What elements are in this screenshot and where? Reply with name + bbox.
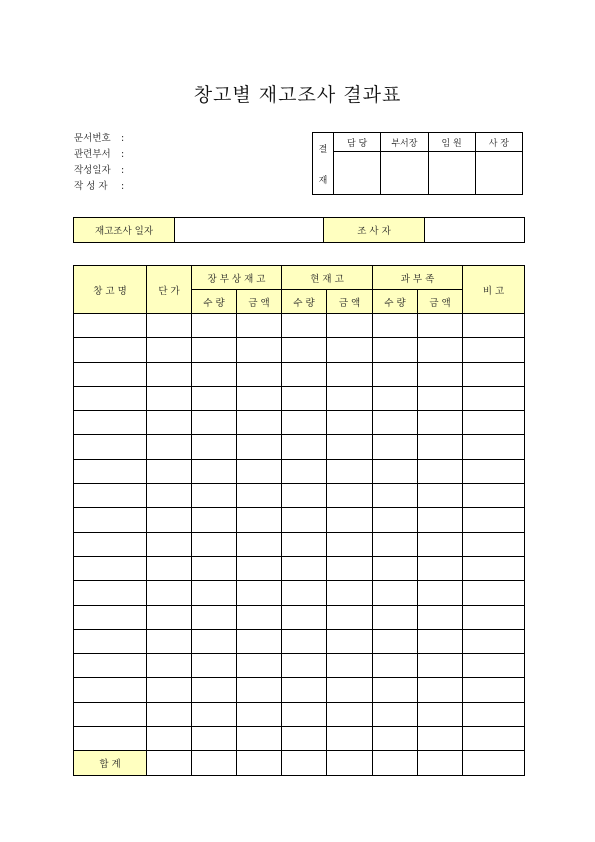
table-cell[interactable] xyxy=(327,581,373,605)
header-book-inventory: 장 부 상 재 고 xyxy=(192,266,282,290)
table-cell[interactable] xyxy=(327,411,373,435)
table-cell[interactable] xyxy=(282,727,327,751)
table-cell[interactable] xyxy=(418,556,463,580)
table-cell[interactable] xyxy=(373,629,418,653)
table-cell[interactable] xyxy=(282,605,327,629)
table-cell[interactable] xyxy=(327,702,373,726)
survey-info-table xyxy=(73,217,525,243)
table-cell[interactable] xyxy=(418,532,463,556)
table-cell[interactable] xyxy=(147,654,192,678)
table-cell[interactable] xyxy=(463,459,525,483)
table-cell[interactable] xyxy=(237,484,282,508)
table-cell[interactable] xyxy=(237,727,282,751)
table-cell[interactable] xyxy=(282,459,327,483)
table-cell[interactable] xyxy=(282,556,327,580)
table-cell[interactable] xyxy=(463,605,525,629)
table-cell[interactable] xyxy=(373,702,418,726)
table-cell[interactable] xyxy=(237,435,282,459)
table-cell[interactable] xyxy=(237,556,282,580)
table-cell[interactable] xyxy=(282,678,327,702)
header-note: 비 고 xyxy=(463,266,525,314)
table-cell[interactable] xyxy=(237,386,282,410)
table-cell[interactable] xyxy=(74,435,147,459)
table-cell[interactable] xyxy=(74,508,147,532)
table-cell[interactable] xyxy=(192,314,237,338)
table-cell[interactable] xyxy=(147,605,192,629)
table-cell[interactable] xyxy=(282,386,327,410)
table-cell[interactable] xyxy=(74,629,147,653)
table-row xyxy=(74,362,525,386)
table-row xyxy=(74,459,525,483)
table-cell[interactable] xyxy=(373,532,418,556)
table-cell[interactable] xyxy=(327,629,373,653)
table-cell[interactable] xyxy=(463,435,525,459)
table-row xyxy=(74,484,525,508)
table-cell[interactable] xyxy=(282,702,327,726)
table-cell[interactable] xyxy=(418,654,463,678)
table-row xyxy=(74,386,525,410)
total-cell[interactable] xyxy=(237,751,282,775)
meta-colon: : xyxy=(121,149,125,160)
approval-side-label xyxy=(313,133,334,195)
document-title: 창고별 재고조사 결과표 xyxy=(193,84,402,106)
table-row xyxy=(74,678,525,702)
approval-col-manager: 부서장 xyxy=(381,133,428,152)
table-cell[interactable] xyxy=(74,678,147,702)
table-cell[interactable] xyxy=(373,435,418,459)
approval-side-char-2: 재 xyxy=(318,175,328,186)
header-current-inventory: 현 재 고 xyxy=(282,266,373,290)
table-cell[interactable] xyxy=(282,508,327,532)
table-cell[interactable] xyxy=(463,386,525,410)
table-row xyxy=(74,314,525,338)
subheader-amount: 금 액 xyxy=(418,290,463,314)
table-cell[interactable] xyxy=(373,411,418,435)
table-cell[interactable] xyxy=(74,727,147,751)
meta-label: 작 성 자 xyxy=(74,181,108,192)
table-cell[interactable] xyxy=(373,314,418,338)
table-cell[interactable] xyxy=(192,459,237,483)
meta-colon: : xyxy=(121,133,125,144)
table-cell[interactable] xyxy=(147,411,192,435)
signature-cell-staff[interactable] xyxy=(334,152,381,195)
total-cell[interactable] xyxy=(192,751,237,775)
table-cell[interactable] xyxy=(74,484,147,508)
subheader-quantity: 수 량 xyxy=(282,290,327,314)
table-cell[interactable] xyxy=(463,411,525,435)
table-cell[interactable] xyxy=(74,411,147,435)
table-cell[interactable] xyxy=(282,654,327,678)
table-row xyxy=(74,702,525,726)
table-row xyxy=(74,508,525,532)
header-unit-price: 단 가 xyxy=(147,266,192,314)
table-cell[interactable] xyxy=(192,654,237,678)
table-cell[interactable] xyxy=(237,702,282,726)
table-cell[interactable] xyxy=(237,581,282,605)
subheader-amount: 금 액 xyxy=(237,290,282,314)
table-cell[interactable] xyxy=(418,508,463,532)
table-cell[interactable] xyxy=(282,314,327,338)
table-cell[interactable] xyxy=(147,629,192,653)
table-cell[interactable] xyxy=(327,508,373,532)
table-cell[interactable] xyxy=(463,556,525,580)
table-cell[interactable] xyxy=(327,605,373,629)
table-cell[interactable] xyxy=(373,508,418,532)
approval-side-char-1: 결 xyxy=(318,144,328,155)
table-cell[interactable] xyxy=(373,484,418,508)
table-cell[interactable] xyxy=(282,629,327,653)
table-cell[interactable] xyxy=(327,435,373,459)
table-cell[interactable] xyxy=(192,386,237,410)
table-row xyxy=(74,629,525,653)
document-meta xyxy=(74,131,124,195)
table-cell[interactable] xyxy=(373,654,418,678)
table-cell[interactable] xyxy=(418,386,463,410)
table-cell[interactable] xyxy=(192,581,237,605)
meta-row-date xyxy=(74,163,124,179)
table-cell[interactable] xyxy=(147,581,192,605)
approval-box xyxy=(312,132,523,195)
approval-col-president: 사 장 xyxy=(475,133,522,152)
inventory-table-body xyxy=(74,314,525,751)
table-cell[interactable] xyxy=(282,484,327,508)
survey-date-field[interactable] xyxy=(175,218,324,243)
table-cell[interactable] xyxy=(192,727,237,751)
table-cell[interactable] xyxy=(373,605,418,629)
table-cell[interactable] xyxy=(74,459,147,483)
table-cell[interactable] xyxy=(373,459,418,483)
table-cell[interactable] xyxy=(463,629,525,653)
table-cell[interactable] xyxy=(74,581,147,605)
table-row xyxy=(74,727,525,751)
table-cell[interactable] xyxy=(192,605,237,629)
table-cell[interactable] xyxy=(74,605,147,629)
table-row xyxy=(74,654,525,678)
approval-col-staff: 담 당 xyxy=(334,133,381,152)
table-cell[interactable] xyxy=(147,338,192,362)
table-cell[interactable] xyxy=(237,314,282,338)
table-cell[interactable] xyxy=(192,629,237,653)
meta-row-department xyxy=(74,147,124,163)
table-cell[interactable] xyxy=(463,508,525,532)
table-row xyxy=(74,532,525,556)
total-cell[interactable] xyxy=(373,751,418,775)
meta-colon: : xyxy=(121,181,125,192)
table-cell[interactable] xyxy=(327,532,373,556)
table-cell[interactable] xyxy=(418,411,463,435)
table-row xyxy=(74,605,525,629)
table-cell[interactable] xyxy=(192,532,237,556)
table-cell[interactable] xyxy=(147,314,192,338)
table-cell[interactable] xyxy=(418,678,463,702)
table-cell[interactable] xyxy=(418,702,463,726)
meta-row-doc-number xyxy=(74,131,124,147)
table-cell[interactable] xyxy=(147,508,192,532)
table-cell[interactable] xyxy=(237,508,282,532)
approval-col-executive: 임 원 xyxy=(428,133,475,152)
table-row xyxy=(74,411,525,435)
total-cell[interactable] xyxy=(147,751,192,775)
table-cell[interactable] xyxy=(192,508,237,532)
meta-row-author xyxy=(74,179,124,195)
table-cell[interactable] xyxy=(463,484,525,508)
table-cell[interactable] xyxy=(327,459,373,483)
header-surplus-shortage: 과 부 족 xyxy=(373,266,463,290)
surveyor-label: 조 사 자 xyxy=(324,218,425,243)
table-cell[interactable] xyxy=(327,678,373,702)
table-cell[interactable] xyxy=(463,702,525,726)
table-cell[interactable] xyxy=(147,532,192,556)
table-cell[interactable] xyxy=(373,362,418,386)
table-cell[interactable] xyxy=(282,581,327,605)
table-cell[interactable] xyxy=(147,702,192,726)
table-cell[interactable] xyxy=(418,484,463,508)
table-cell[interactable] xyxy=(418,727,463,751)
table-cell[interactable] xyxy=(147,362,192,386)
header-warehouse: 창 고 명 xyxy=(74,266,147,314)
table-cell[interactable] xyxy=(282,435,327,459)
table-cell[interactable] xyxy=(237,629,282,653)
table-cell[interactable] xyxy=(373,727,418,751)
table-cell[interactable] xyxy=(74,314,147,338)
table-cell[interactable] xyxy=(192,484,237,508)
table-cell[interactable] xyxy=(418,435,463,459)
table-cell[interactable] xyxy=(282,338,327,362)
meta-label: 작성일자 xyxy=(74,165,111,176)
signature-cell-manager[interactable] xyxy=(381,152,428,195)
table-cell[interactable] xyxy=(327,727,373,751)
table-cell[interactable] xyxy=(418,629,463,653)
table-cell[interactable] xyxy=(192,338,237,362)
table-cell[interactable] xyxy=(192,362,237,386)
table-cell[interactable] xyxy=(418,459,463,483)
table-cell[interactable] xyxy=(147,484,192,508)
table-cell[interactable] xyxy=(463,678,525,702)
table-cell[interactable] xyxy=(147,459,192,483)
table-cell[interactable] xyxy=(74,654,147,678)
table-cell[interactable] xyxy=(327,556,373,580)
total-cell[interactable] xyxy=(418,751,463,775)
table-cell[interactable] xyxy=(192,556,237,580)
table-cell[interactable] xyxy=(147,435,192,459)
table-cell[interactable] xyxy=(147,727,192,751)
signature-cell-president[interactable] xyxy=(475,152,522,195)
table-cell[interactable] xyxy=(74,338,147,362)
table-cell[interactable] xyxy=(147,556,192,580)
table-cell[interactable] xyxy=(237,459,282,483)
table-cell[interactable] xyxy=(192,678,237,702)
table-row xyxy=(74,338,525,362)
table-cell[interactable] xyxy=(418,338,463,362)
table-cell[interactable] xyxy=(373,338,418,362)
meta-label: 문서번호 xyxy=(74,133,111,144)
table-cell[interactable] xyxy=(237,605,282,629)
table-cell[interactable] xyxy=(463,654,525,678)
subheader-amount: 금 액 xyxy=(327,290,373,314)
table-cell[interactable] xyxy=(74,386,147,410)
table-cell[interactable] xyxy=(74,702,147,726)
table-cell[interactable] xyxy=(373,581,418,605)
table-cell[interactable] xyxy=(237,362,282,386)
total-cell[interactable] xyxy=(282,751,327,775)
surveyor-field[interactable] xyxy=(425,218,525,243)
table-cell[interactable] xyxy=(373,386,418,410)
subheader-quantity: 수 량 xyxy=(192,290,237,314)
table-cell[interactable] xyxy=(237,338,282,362)
table-cell[interactable] xyxy=(418,605,463,629)
table-cell[interactable] xyxy=(282,532,327,556)
table-cell[interactable] xyxy=(327,654,373,678)
table-cell[interactable] xyxy=(327,338,373,362)
table-cell[interactable] xyxy=(192,411,237,435)
table-cell[interactable] xyxy=(463,338,525,362)
meta-label: 관련부서 xyxy=(74,149,111,160)
table-cell[interactable] xyxy=(327,484,373,508)
table-cell[interactable] xyxy=(74,362,147,386)
table-cell[interactable] xyxy=(463,727,525,751)
table-cell[interactable] xyxy=(147,386,192,410)
table-cell[interactable] xyxy=(418,362,463,386)
total-cell[interactable] xyxy=(463,751,525,775)
table-row xyxy=(74,435,525,459)
subheader-quantity: 수 량 xyxy=(373,290,418,314)
table-cell[interactable] xyxy=(373,678,418,702)
table-cell[interactable] xyxy=(74,556,147,580)
survey-date-label: 재고조사 일자 xyxy=(74,218,175,243)
table-cell[interactable] xyxy=(237,654,282,678)
table-cell[interactable] xyxy=(327,314,373,338)
signature-cell-executive[interactable] xyxy=(428,152,475,195)
table-cell[interactable] xyxy=(373,556,418,580)
table-cell[interactable] xyxy=(327,386,373,410)
table-cell[interactable] xyxy=(192,435,237,459)
table-cell[interactable] xyxy=(418,314,463,338)
table-cell[interactable] xyxy=(463,314,525,338)
table-cell[interactable] xyxy=(237,411,282,435)
table-cell[interactable] xyxy=(463,362,525,386)
table-cell[interactable] xyxy=(327,362,373,386)
table-cell[interactable] xyxy=(282,362,327,386)
meta-colon: : xyxy=(121,165,125,176)
table-cell[interactable] xyxy=(418,581,463,605)
table-row xyxy=(74,581,525,605)
table-cell[interactable] xyxy=(463,581,525,605)
total-label: 합 계 xyxy=(74,751,147,775)
table-cell[interactable] xyxy=(237,678,282,702)
table-cell[interactable] xyxy=(74,532,147,556)
table-cell[interactable] xyxy=(192,702,237,726)
inventory-table xyxy=(73,265,525,776)
table-row xyxy=(74,556,525,580)
table-cell[interactable] xyxy=(282,411,327,435)
table-cell[interactable] xyxy=(463,532,525,556)
table-cell[interactable] xyxy=(237,532,282,556)
total-cell[interactable] xyxy=(327,751,373,775)
table-cell[interactable] xyxy=(147,678,192,702)
